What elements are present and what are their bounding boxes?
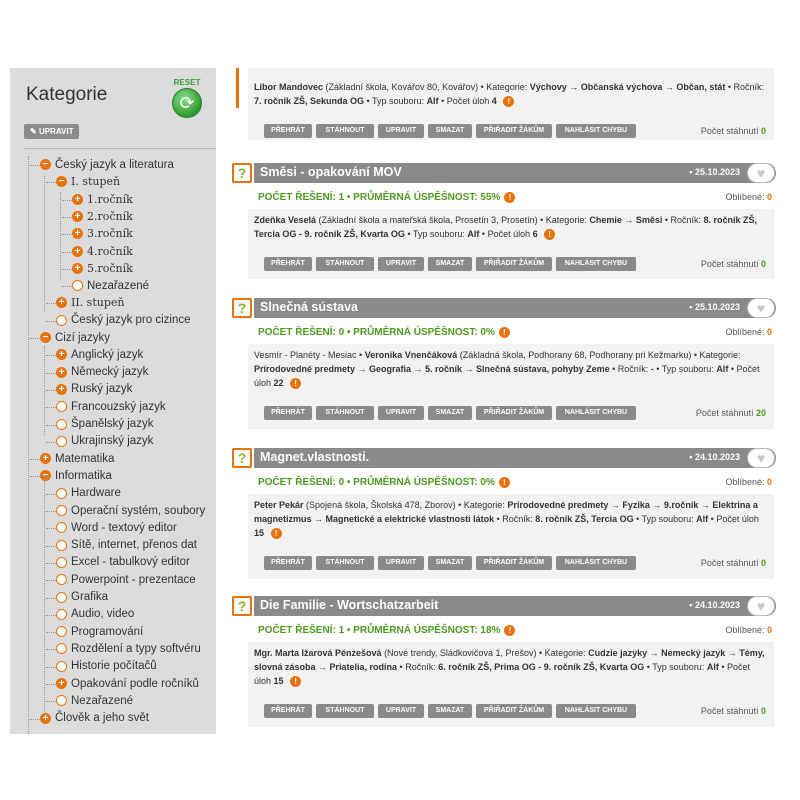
- reset-button[interactable]: [170, 78, 204, 118]
- card-title[interactable]: Die Familie - Wortschatzarbeit: [260, 598, 439, 612]
- tree-item[interactable]: [56, 346, 143, 363]
- card-description: Libor Mandovec (Základní škola, Kovářov 80, Kovářov) • Kategorie: Výchovy → Občanská výchova → Občan, stát • Ročník: 7. ročník ZŠ, Sekunda OG • Typ souboru: Alf • Počet úloh 4 !: [254, 82, 765, 107]
- card-title-bar[interactable]: [254, 596, 776, 616]
- tree-item-label: Informatika: [55, 469, 112, 482]
- tree-connector: [46, 667, 56, 668]
- assign-students-button[interactable]: PŘIŘADIT ŽÁKŮM: [476, 406, 552, 420]
- tree-connector: [46, 701, 56, 702]
- tree-item[interactable]: [72, 260, 133, 277]
- leaf-icon: [72, 280, 83, 291]
- expand-icon[interactable]: +: [72, 194, 83, 205]
- card-actions: [248, 556, 774, 578]
- tree-item-label: Historie počítačů: [71, 660, 157, 673]
- stats-label: POČET ŘEŠENÍ: 0 • PRŮMĚRNÁ ÚSPĚŠNOST: 0%: [258, 477, 495, 489]
- tree-item[interactable]: [56, 589, 108, 606]
- expand-icon[interactable]: +: [56, 678, 67, 689]
- tree-item-label: Nezařazené: [87, 279, 150, 292]
- assign-students-button[interactable]: PŘIŘADIT ŽÁKŮM: [476, 257, 552, 271]
- info-icon[interactable]: !: [271, 528, 282, 539]
- card-date: • 25.10.2023: [689, 167, 740, 177]
- tree-item[interactable]: [40, 450, 114, 467]
- tree-item-label: 1.ročník: [87, 192, 133, 206]
- leaf-icon: [56, 401, 67, 412]
- edit-button[interactable]: UPRAVIT: [378, 124, 424, 138]
- tree-item[interactable]: [72, 191, 133, 208]
- edit-button[interactable]: UPRAVIT: [378, 556, 424, 570]
- tree-item-label: Španělský jazyk: [71, 418, 154, 430]
- tree-item-label: Německý jazyk: [71, 366, 149, 379]
- tree-item[interactable]: [72, 225, 133, 242]
- tree-connector: [46, 407, 56, 408]
- tree-item-label: Opakování podle ročníků: [71, 677, 199, 690]
- favorites-label: Oblíbené:: [725, 477, 765, 487]
- tree-connector: [62, 252, 72, 253]
- tree-connector: [46, 615, 56, 616]
- tree-item-label: Člověk a jeho svět: [55, 712, 149, 725]
- tree-item-label: 2.ročník: [87, 209, 133, 223]
- tree-connector: [62, 269, 72, 270]
- leaf-icon: [56, 436, 67, 447]
- delete-button[interactable]: SMAZAT: [428, 556, 472, 570]
- leaf-icon: [56, 592, 67, 603]
- favorites: [725, 625, 772, 635]
- info-icon[interactable]: !: [499, 327, 510, 338]
- tree-connector: [62, 217, 72, 218]
- tree-item[interactable]: [56, 173, 120, 190]
- card-stats: [248, 324, 774, 342]
- tree-item[interactable]: [56, 364, 148, 381]
- tree-item[interactable]: [56, 640, 201, 657]
- favorites-label: Oblíbené:: [725, 327, 765, 337]
- card-body: [248, 209, 774, 279]
- card-date: • 25.10.2023: [689, 302, 740, 312]
- card-title[interactable]: Magnet.vlastnosti.: [260, 450, 370, 464]
- tree-item[interactable]: [56, 433, 153, 450]
- expand-icon[interactable]: +: [56, 349, 67, 360]
- leaf-icon: [56, 626, 67, 637]
- play-button[interactable]: PŘEHRÁT: [264, 124, 312, 138]
- favorites-label: Oblíbené:: [725, 625, 765, 635]
- tree-item-label: Matematika: [55, 452, 115, 465]
- card-title-bar[interactable]: [254, 163, 776, 183]
- tree-item-label: I. stupeň: [71, 175, 121, 189]
- leaf-icon: [56, 643, 67, 654]
- collapse-icon[interactable]: −: [40, 159, 51, 170]
- tree-connector: [62, 200, 72, 201]
- stats-text: [258, 327, 510, 338]
- download-count: [701, 558, 766, 568]
- tree-item[interactable]: [56, 571, 196, 588]
- tree-item-label: Ukrajinský jazyk: [71, 435, 154, 448]
- tree-item-label: 5.ročník: [87, 261, 133, 275]
- tree-connector: [46, 373, 56, 374]
- tree-item-label: Český jazyk pro cizince: [71, 314, 191, 327]
- tree-item-label: Anglický jazyk: [71, 348, 144, 361]
- tree-item[interactable]: [56, 692, 133, 709]
- favorites-label: Oblíbené:: [725, 192, 765, 202]
- favorites-count: 0: [766, 625, 772, 635]
- leaf-icon: [56, 557, 67, 568]
- tree-connector: [62, 286, 72, 287]
- card-stats: [248, 474, 774, 492]
- tree-connector: [46, 598, 56, 599]
- tree-item[interactable]: [56, 623, 143, 640]
- question-icon: ?: [232, 448, 252, 468]
- info-icon[interactable]: !: [499, 477, 510, 488]
- expand-icon[interactable]: +: [56, 367, 67, 378]
- download-count-value: 0: [760, 126, 766, 136]
- expand-icon[interactable]: +: [72, 211, 83, 222]
- card-actions: [248, 257, 774, 279]
- tree-item[interactable]: [72, 277, 149, 294]
- tree-connector: [46, 182, 56, 183]
- card-body: [248, 344, 774, 429]
- edit-button[interactable]: UPRAVIT: [378, 406, 424, 420]
- tree-guide: [44, 176, 45, 311]
- tree-connector: [30, 476, 40, 477]
- tree-item-label: Rozdělení a typy softvéru: [71, 642, 201, 655]
- delete-button[interactable]: SMAZAT: [428, 124, 472, 138]
- download-count-label: Počet stáhnutí: [700, 259, 759, 269]
- leaf-icon: [56, 695, 67, 706]
- leaf-icon: [56, 661, 67, 672]
- expand-icon[interactable]: +: [72, 228, 83, 239]
- task-card: [232, 448, 774, 579]
- tree-item[interactable]: [40, 710, 149, 727]
- tree-item[interactable]: [72, 243, 133, 260]
- tree-connector: [46, 321, 56, 322]
- tree-connector: [46, 649, 56, 650]
- card-stats: [248, 622, 774, 640]
- tree-connector: [46, 511, 56, 512]
- tree-connector: [30, 165, 40, 166]
- stats-label: POČET ŘEŠENÍ: 1 • PRŮMĚRNÁ ÚSPĚŠNOST: 55%: [258, 192, 501, 204]
- tree-item[interactable]: [56, 416, 153, 433]
- tree-item-label: Nezařazené: [71, 694, 134, 707]
- edit-categories-button[interactable]: ✎ UPRAVIT: [24, 124, 79, 139]
- report-error-button[interactable]: NAHLÁSIT CHYBU: [556, 124, 636, 138]
- favorites-count: 0: [766, 327, 772, 337]
- tree-item-label: Grafika: [71, 591, 109, 603]
- favorites-count: 0: [766, 192, 772, 202]
- tree-item[interactable]: [56, 294, 124, 311]
- download-count: [696, 408, 766, 418]
- download-count-value: 20: [755, 408, 766, 418]
- download-count-label: Počet stáhnutí: [700, 558, 759, 568]
- tree-connector: [46, 355, 56, 356]
- leaf-icon: [56, 488, 67, 499]
- tree-item[interactable]: [56, 381, 132, 398]
- download-count-label: Počet stáhnutí: [695, 408, 754, 418]
- download-button[interactable]: STÁHNOUT: [316, 704, 374, 718]
- tree-connector: [46, 425, 56, 426]
- tree-item-label: 4.ročník: [87, 244, 133, 258]
- tree-item-label: Cizí jazyky: [55, 331, 110, 344]
- card-date: • 24.10.2023: [689, 452, 740, 462]
- favorites: [725, 327, 772, 337]
- heart-icon[interactable]: ♥: [747, 163, 775, 183]
- card-title[interactable]: Směsi - opakování MOV: [260, 165, 402, 179]
- card-body: [248, 642, 774, 727]
- download-count: [701, 126, 766, 136]
- task-card: [232, 68, 774, 140]
- expand-icon[interactable]: +: [40, 453, 51, 464]
- tree-connector: [46, 563, 56, 564]
- info-icon[interactable]: !: [503, 96, 514, 107]
- tree-item-label: Operační systém, soubory: [71, 504, 206, 517]
- edit-button[interactable]: UPRAVIT: [378, 257, 424, 271]
- task-card: [232, 596, 774, 727]
- leaf-icon: [56, 505, 67, 516]
- card-body: [248, 494, 774, 579]
- card-title-bar[interactable]: [254, 298, 776, 318]
- stats-text: [258, 477, 510, 488]
- tree-item[interactable]: [56, 502, 205, 519]
- stats-label: POČET ŘEŠENÍ: 1 • PRŮMĚRNÁ ÚSPĚŠNOST: 18%: [258, 625, 501, 637]
- tree-item-label: Programování: [71, 625, 144, 638]
- download-button[interactable]: STÁHNOUT: [316, 257, 374, 271]
- tree-connector: [46, 528, 56, 529]
- refresh-icon: ⟳: [172, 88, 202, 118]
- sidebar-divider: [24, 148, 216, 149]
- card-header: [232, 448, 774, 470]
- collapse-icon[interactable]: −: [40, 332, 51, 343]
- leaf-icon: [56, 522, 67, 533]
- tree-item-label: Ruský jazyk: [71, 383, 133, 396]
- stats-label: POČET ŘEŠENÍ: 0 • PRŮMĚRNÁ ÚSPĚŠNOST: 0%: [258, 327, 495, 339]
- download-count-value: 0: [760, 259, 766, 269]
- card-date: • 24.10.2023: [689, 600, 740, 610]
- card-body: [248, 68, 774, 140]
- card-description: Mgr. Marta Ižarová Pénzešová (Nové trendy, Sládkovičova 1, Prešov) • Kategorie: Cudzie jazyky → Nemecký jazyk → Témy, slovná zásoba → Priatelia, rodina • Ročník: 6. ročník ZŠ, Prima OG - 9. ročník ZŠ, Kvarta OG • Typ souboru: Alf • Počet úloh 15 !: [254, 648, 765, 687]
- card-actions: [248, 124, 774, 146]
- tree-connector: [30, 719, 40, 720]
- download-count-label: Počet stáhnutí: [700, 706, 759, 716]
- card-accent: [236, 68, 239, 108]
- card-title-bar[interactable]: [254, 448, 776, 468]
- tree-item[interactable]: [40, 329, 110, 346]
- tree-connector: [46, 442, 56, 443]
- tree-item[interactable]: [56, 554, 190, 571]
- card-description: Vesmír - Planéty - Mesiac • Veronika Vnenčáková (Základná škola, Podhorany 68, Podhorany pri Kežmarku) • Kategorie: Prírodovedné predmety → Geografia → 5. ročník → Slnečná sústava, pohyby Zeme • Ročník: - • Typ souboru: Alf • Počet úloh 22 !: [254, 350, 760, 389]
- heart-icon[interactable]: ♥: [747, 596, 775, 616]
- tree-item[interactable]: [56, 658, 157, 675]
- download-button[interactable]: STÁHNOUT: [316, 406, 374, 420]
- tree-item[interactable]: [56, 675, 199, 692]
- card-title[interactable]: Slnečná sústava: [260, 300, 358, 314]
- expand-icon[interactable]: +: [56, 297, 67, 308]
- task-card: [232, 163, 774, 279]
- stats-text: [258, 625, 515, 636]
- favorites-count: 0: [766, 477, 772, 487]
- delete-button[interactable]: SMAZAT: [428, 406, 472, 420]
- tree-item-label: II. stupeň: [71, 296, 125, 310]
- info-icon[interactable]: !: [504, 625, 515, 636]
- download-button[interactable]: STÁHNOUT: [316, 124, 374, 138]
- tree-item[interactable]: [72, 208, 133, 225]
- tree-item-label: Excel - tabulkový editor: [71, 556, 190, 569]
- info-icon[interactable]: !: [504, 192, 515, 203]
- delete-button[interactable]: SMAZAT: [428, 257, 472, 271]
- tree-item[interactable]: [56, 519, 177, 536]
- tree-item[interactable]: [56, 485, 121, 502]
- tree-item-label: Audio, video: [71, 608, 135, 621]
- tree-item-label: Powerpoint - prezentace: [71, 573, 196, 586]
- assign-students-button[interactable]: PŘIŘADIT ŽÁKŮM: [476, 124, 552, 138]
- report-error-button[interactable]: NAHLÁSIT CHYBU: [556, 257, 636, 271]
- tree-connector: [30, 459, 40, 460]
- tree-guide: [44, 346, 45, 436]
- tree-item[interactable]: [56, 537, 197, 554]
- heart-icon[interactable]: ♥: [747, 448, 775, 468]
- task-card: [232, 298, 774, 429]
- info-icon[interactable]: !: [290, 378, 301, 389]
- download-count-value: 0: [760, 558, 766, 568]
- info-icon[interactable]: !: [290, 676, 301, 687]
- download-count: [701, 259, 766, 269]
- download-count-value: 0: [760, 706, 766, 716]
- card-header: [232, 596, 774, 618]
- leaf-icon: [56, 315, 67, 326]
- tree-item[interactable]: [56, 398, 166, 415]
- tree-item[interactable]: [56, 606, 134, 623]
- collapse-icon[interactable]: −: [56, 176, 67, 187]
- expand-icon[interactable]: +: [72, 246, 83, 257]
- expand-icon[interactable]: +: [40, 713, 51, 724]
- play-button[interactable]: PŘEHRÁT: [264, 704, 312, 718]
- category-sidebar: [10, 68, 216, 734]
- favorites: [725, 192, 772, 202]
- reset-label: RESET: [173, 78, 201, 87]
- question-icon: ?: [232, 298, 252, 318]
- stats-text: [258, 192, 515, 203]
- tree-item[interactable]: [56, 312, 191, 329]
- edit-button[interactable]: UPRAVIT: [378, 704, 424, 718]
- assign-students-button[interactable]: PŘIŘADIT ŽÁKŮM: [476, 704, 552, 718]
- question-icon: ?: [232, 596, 252, 616]
- edit-label: UPRAVIT: [38, 127, 74, 136]
- report-error-button[interactable]: NAHLÁSIT CHYBU: [556, 704, 636, 718]
- tree-guide: [60, 192, 61, 280]
- play-button[interactable]: PŘEHRÁT: [264, 406, 312, 420]
- expand-icon[interactable]: +: [56, 384, 67, 395]
- tree-guide: [44, 476, 45, 716]
- tree-item[interactable]: [40, 467, 112, 484]
- leaf-icon: [56, 419, 67, 430]
- card-header: [232, 163, 774, 185]
- tree-connector: [46, 494, 56, 495]
- leaf-icon: [56, 609, 67, 620]
- tree-item-label: Hardware: [71, 487, 121, 500]
- card-actions: [248, 406, 774, 428]
- tree-connector: [46, 303, 56, 304]
- sidebar-title: Kategorie: [26, 84, 108, 105]
- favorites: [725, 477, 772, 487]
- tree-item-label: Francouzský jazyk: [71, 400, 166, 413]
- tree-connector: [46, 546, 56, 547]
- download-button[interactable]: STÁHNOUT: [316, 556, 374, 570]
- tree-item-label: 3.ročník: [87, 227, 133, 241]
- collapse-icon[interactable]: −: [40, 470, 51, 481]
- card-description: Peter Pekár (Spojená škola, Školská 478, Zborov) • Kategorie: Prírodovedné predmety → Fyzika → 9.ročník → Elektrina a magnetizmus → Magnetické a elektrické vlastnosti látok • Ročník: 8. ročník ZŠ, Tercia OG • Typ souboru: Alf • Počet úloh 15 !: [254, 500, 759, 539]
- tree-guide: [28, 156, 29, 734]
- card-actions: [248, 704, 774, 726]
- info-icon[interactable]: !: [544, 229, 555, 240]
- delete-button[interactable]: SMAZAT: [428, 704, 472, 718]
- tree-item[interactable]: [40, 156, 174, 173]
- heart-icon[interactable]: ♥: [747, 298, 775, 318]
- play-button[interactable]: PŘEHRÁT: [264, 257, 312, 271]
- tree-connector: [46, 580, 56, 581]
- tree-item-label: Český jazyk a literatura: [55, 158, 174, 171]
- play-button[interactable]: PŘEHRÁT: [264, 556, 312, 570]
- tree-item-label: Sítě, internet, přenos dat: [71, 539, 197, 552]
- question-icon: ?: [232, 163, 252, 183]
- card-stats: [248, 189, 774, 207]
- download-count-label: Počet stáhnutí: [700, 126, 759, 136]
- tree-connector: [30, 338, 40, 339]
- leaf-icon: [56, 540, 67, 551]
- expand-icon[interactable]: +: [72, 263, 83, 274]
- tree-connector: [46, 632, 56, 633]
- report-error-button[interactable]: NAHLÁSIT CHYBU: [556, 406, 636, 420]
- tree-item-label: Word - textový editor: [71, 521, 177, 534]
- card-description: Zdeňka Veselá (Základní škola a mateřská škola, Prosetín 3, Prosetín) • Kategorie: Chemie → Směsi • Ročník: 8. ročník ZŠ, Tercia OG - 9. ročník ZŠ, Kvarta OG • Typ souboru: Alf • Počet úloh 6 !: [254, 215, 758, 240]
- tree-connector: [46, 684, 56, 685]
- download-count: [701, 706, 766, 716]
- assign-students-button[interactable]: PŘIŘADIT ŽÁKŮM: [476, 556, 552, 570]
- card-header: [232, 298, 774, 320]
- report-error-button[interactable]: NAHLÁSIT CHYBU: [556, 556, 636, 570]
- leaf-icon: [56, 574, 67, 585]
- tree-connector: [62, 234, 72, 235]
- tree-connector: [46, 390, 56, 391]
